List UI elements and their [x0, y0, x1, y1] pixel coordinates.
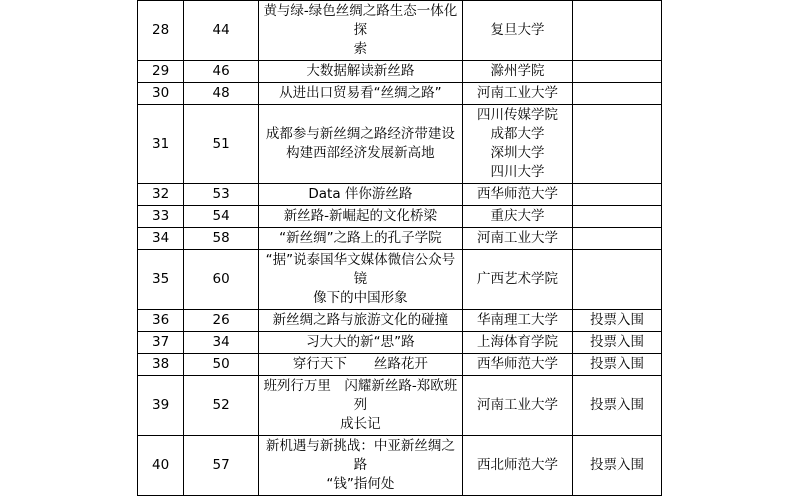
entry-title-line: “钱”指何处 — [326, 476, 395, 492]
entry-title-cell — [258, 376, 462, 436]
school-name: 重庆大学 — [490, 208, 545, 224]
entry-id-cell: 51 — [184, 105, 259, 184]
school-name: 成都大学 — [490, 126, 545, 142]
entry-title-cell — [258, 206, 462, 228]
entry-id-cell: 26 — [184, 310, 259, 332]
school-name: 西北师范大学 — [476, 457, 558, 473]
entry-title-line: 索 — [353, 41, 368, 57]
entry-id-cell: 53 — [184, 184, 259, 206]
row-number-cell: 28 — [138, 1, 184, 61]
school-name: 四川大学 — [490, 164, 545, 180]
entry-title-cell — [258, 61, 462, 83]
table-row — [138, 376, 662, 436]
entry-title-line: “据”说泰国华文媒体微信公众号镜 — [265, 252, 456, 287]
entry-id-cell: 44 — [184, 1, 259, 61]
entries-table — [137, 0, 662, 496]
entry-id-cell: 34 — [184, 332, 259, 354]
school-cell — [462, 376, 572, 436]
entry-title-line: 成都参与新丝绸之路经济带建设 — [265, 126, 455, 142]
entry-title-cell — [258, 354, 462, 376]
school-cell — [462, 228, 572, 250]
status-cell — [573, 83, 662, 105]
school-name: 滁州学院 — [490, 63, 545, 79]
status-cell — [573, 105, 662, 184]
school-cell — [462, 184, 572, 206]
entries-table-body — [138, 1, 662, 496]
table-row — [138, 105, 662, 184]
entry-title-line: 像下的中国形象 — [313, 290, 408, 306]
entry-title-line: 习大大的新“思”路 — [306, 334, 415, 350]
status-cell: 投票入围 — [573, 354, 662, 376]
entry-title-cell — [258, 105, 462, 184]
row-number-cell: 33 — [138, 206, 184, 228]
entry-id-cell: 46 — [184, 61, 259, 83]
entry-title-line: 成长记 — [340, 416, 381, 432]
table-row — [138, 61, 662, 83]
entry-id-cell: 60 — [184, 250, 259, 310]
table-row — [138, 354, 662, 376]
row-number-cell: 30 — [138, 83, 184, 105]
entry-id-cell: 50 — [184, 354, 259, 376]
entry-id-cell: 57 — [184, 436, 259, 496]
row-number-cell: 29 — [138, 61, 184, 83]
school-name: 复旦大学 — [490, 22, 545, 38]
school-name: 河南工业大学 — [476, 397, 558, 413]
table-row — [138, 332, 662, 354]
entry-id-cell: 58 — [184, 228, 259, 250]
row-number-cell: 36 — [138, 310, 184, 332]
school-cell — [462, 332, 572, 354]
school-name: 上海体育学院 — [476, 334, 558, 350]
entry-title-line: Data 伴你游丝路 — [308, 186, 413, 202]
school-cell — [462, 250, 572, 310]
entry-title-cell — [258, 310, 462, 332]
status-cell: 投票入围 — [573, 436, 662, 496]
school-name: 四川传媒学院 — [476, 107, 558, 123]
entry-title-line: “新丝绸”之路上的孔子学院 — [279, 230, 442, 246]
entry-title-cell — [258, 184, 462, 206]
row-number-cell: 34 — [138, 228, 184, 250]
entry-title-cell — [258, 332, 462, 354]
entry-title-line: 新机遇与新挑战：中亚新丝绸之路 — [265, 438, 455, 473]
school-cell — [462, 61, 572, 83]
row-number-cell: 37 — [138, 332, 184, 354]
table-row — [138, 250, 662, 310]
table-row — [138, 228, 662, 250]
status-cell — [573, 1, 662, 61]
row-number-cell: 32 — [138, 184, 184, 206]
entry-title-line: 新丝路-新崛起的文化桥梁 — [283, 208, 438, 224]
status-cell — [573, 206, 662, 228]
school-name: 西华师范大学 — [476, 186, 558, 202]
row-number-cell: 35 — [138, 250, 184, 310]
row-number-cell: 40 — [138, 436, 184, 496]
entry-title-line: 从进出口贸易看“丝绸之路” — [279, 85, 442, 101]
entry-title-line: 黄与绿-绿色丝绸之路生态一体化探 — [263, 3, 458, 38]
entry-title-line: 新丝绸之路与旅游文化的碰撞 — [272, 312, 449, 328]
school-name: 深圳大学 — [490, 145, 545, 161]
table-row — [138, 436, 662, 496]
row-number-cell: 38 — [138, 354, 184, 376]
entry-title-cell — [258, 1, 462, 61]
school-name: 河南工业大学 — [476, 85, 558, 101]
status-cell — [573, 250, 662, 310]
entry-id-cell: 48 — [184, 83, 259, 105]
status-cell: 投票入围 — [573, 376, 662, 436]
status-cell — [573, 184, 662, 206]
school-name: 广西艺术学院 — [476, 271, 558, 287]
row-number-cell: 39 — [138, 376, 184, 436]
school-cell — [462, 354, 572, 376]
status-cell — [573, 61, 662, 83]
table-row — [138, 310, 662, 332]
entry-title-cell — [258, 83, 462, 105]
entry-id-cell: 54 — [184, 206, 259, 228]
status-cell — [573, 228, 662, 250]
school-cell — [462, 310, 572, 332]
entry-title-cell — [258, 436, 462, 496]
entry-id-cell: 52 — [184, 376, 259, 436]
entry-title-line: 穿行天下 丝路花开 — [292, 356, 428, 372]
school-name: 河南工业大学 — [476, 230, 558, 246]
status-cell: 投票入围 — [573, 310, 662, 332]
school-cell — [462, 1, 572, 61]
school-cell — [462, 436, 572, 496]
school-name: 西华师范大学 — [476, 356, 558, 372]
entry-title-line: 班列行万里 闪耀新丝路-郑欧班列 — [263, 378, 458, 413]
entry-title-cell — [258, 228, 462, 250]
table-row — [138, 206, 662, 228]
school-cell — [462, 83, 572, 105]
table-row — [138, 184, 662, 206]
school-cell — [462, 206, 572, 228]
school-cell — [462, 105, 572, 184]
status-cell: 投票入围 — [573, 332, 662, 354]
table-row — [138, 1, 662, 61]
entry-title-cell — [258, 250, 462, 310]
school-name: 华南理工大学 — [476, 312, 558, 328]
entry-title-line: 构建西部经济发展新高地 — [286, 145, 435, 161]
table-row — [138, 83, 662, 105]
row-number-cell: 31 — [138, 105, 184, 184]
entry-title-line: 大数据解读新丝路 — [306, 63, 415, 79]
